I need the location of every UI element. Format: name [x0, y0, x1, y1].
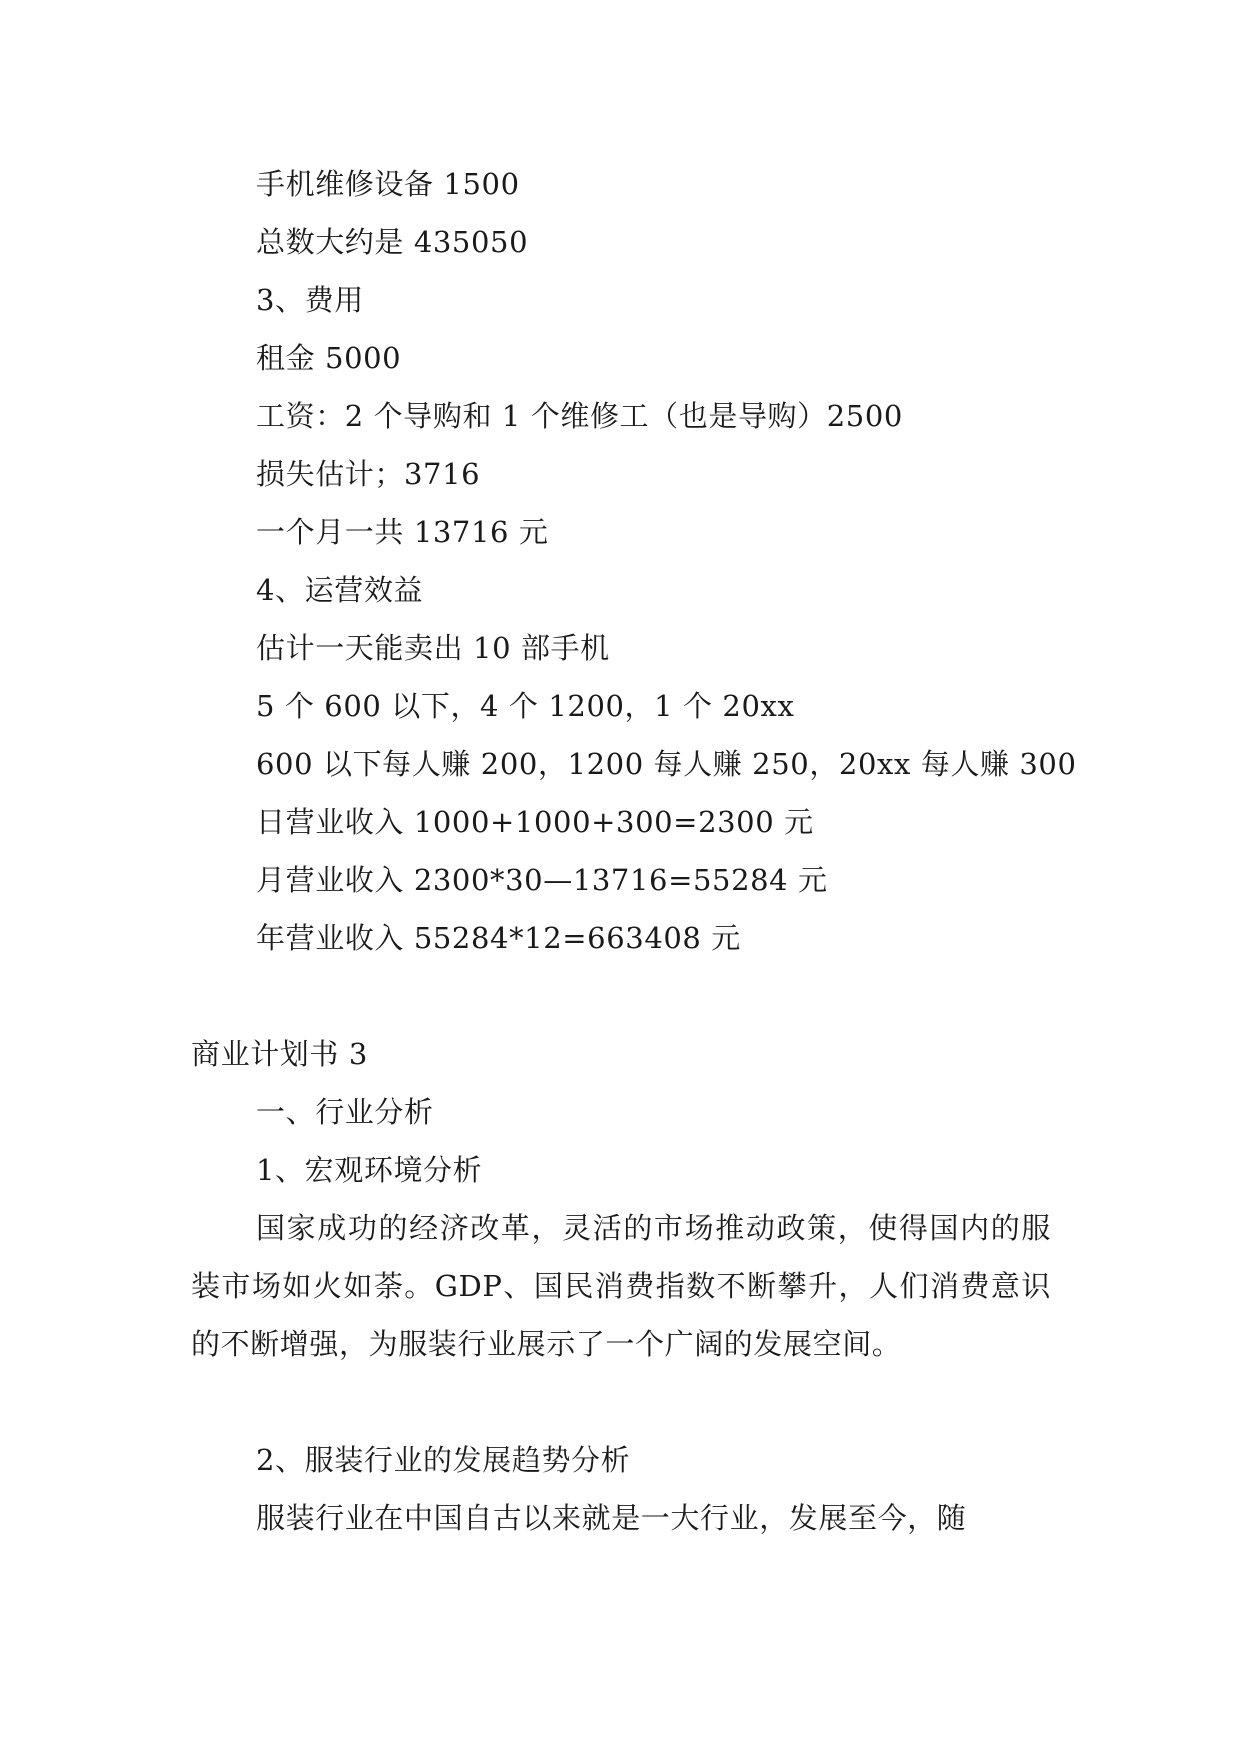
text-line-total: 总数大约是 435050 [256, 225, 529, 259]
text-line-equipment: 手机维修设备 1500 [256, 167, 520, 201]
paragraph-industry-trend: 服装行业在中国自古以来就是一大行业，发展至今，随 [256, 1501, 967, 1535]
text-line-sales-mix: 5 个 600 以下，4 个 1200，1 个 20xx [256, 689, 795, 723]
text-line-daily-sales: 估计一天能卖出 10 部手机 [256, 631, 610, 665]
text-line-yearly-revenue: 年营业收入 55284*12=663408 元 [256, 921, 741, 955]
text-line-daily-revenue: 日营业收入 1000+1000+300=2300 元 [256, 805, 814, 839]
text-line-wages: 工资：2 个导购和 1 个维修工（也是导购）2500 [256, 399, 903, 433]
heading-macro-environment: 1、宏观环境分析 [256, 1153, 483, 1187]
text-line-loss: 损失估计；3716 [256, 457, 481, 491]
paragraph-macro-environment: 国家成功的经济改革，灵活的市场推动政策，使得国内的服装市场如火如荼。GDP、国民消费指数不断攀升，人们消费意识的不断增强，为服装行业展示了一个广阔的发展空间。 [191, 1211, 1051, 1361]
text-line-profit-per-unit: 600 以下每人赚 200，1200 每人赚 250，20xx 每人赚 300 [256, 747, 1077, 781]
heading-industry-trend: 2、服装行业的发展趋势分析 [256, 1443, 631, 1477]
text-line-rent: 租金 5000 [256, 341, 402, 375]
section-title: 商业计划书 3 [191, 1037, 368, 1071]
heading-industry-analysis: 一、行业分析 [256, 1095, 434, 1129]
text-line-monthly-cost: 一个月一共 13716 元 [256, 515, 549, 549]
heading-expenses: 3、费用 [256, 283, 364, 317]
heading-operating-benefit: 4、运营效益 [256, 573, 424, 607]
text-line-monthly-revenue: 月营业收入 2300*30—13716=55284 元 [256, 863, 828, 897]
